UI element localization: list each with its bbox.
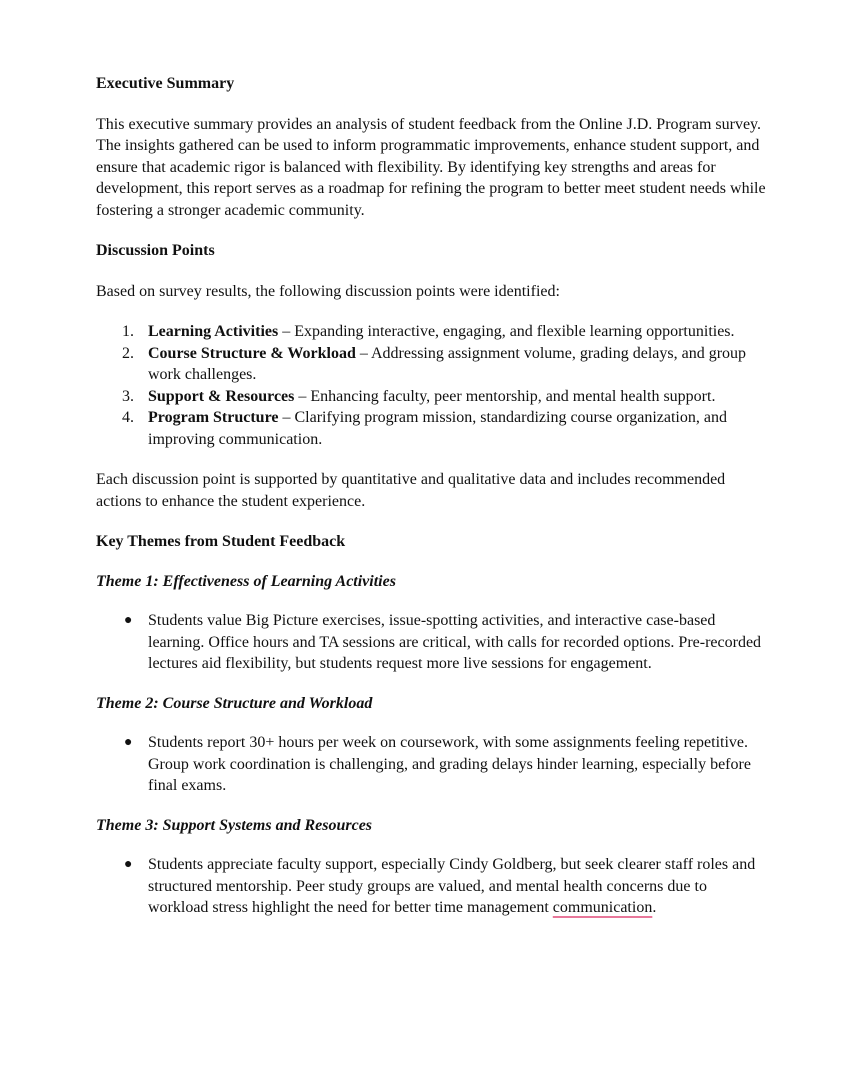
point-text: – Clarifying program mission, standardizing course organization, and improving communication. xyxy=(148,409,727,448)
discussion-points-list xyxy=(96,321,768,450)
list-item xyxy=(96,610,768,675)
list-number: 3. xyxy=(122,387,134,405)
point-title: Course Structure & Workload xyxy=(148,344,356,362)
bullet-icon: ● xyxy=(124,613,133,628)
point-text: – Addressing assignment volume, grading delays, and group work challenges. xyxy=(148,344,747,383)
point-title: Support & Resources xyxy=(148,387,295,405)
spellcheck-flagged-word[interactable]: communication xyxy=(552,899,653,916)
discussion-points-heading: Discussion Points xyxy=(96,242,215,259)
theme-2-heading: Theme 2: Course Structure and Workload xyxy=(96,694,373,712)
point-title: Learning Activities xyxy=(148,323,279,340)
theme-2-bullets xyxy=(96,732,768,797)
list-item xyxy=(96,386,768,408)
key-themes-heading: Key Themes from Student Feedback xyxy=(96,533,346,550)
list-number: 2. xyxy=(122,344,134,362)
theme-3-heading: Theme 3: Support Systems and Resources xyxy=(96,816,373,834)
list-item xyxy=(96,321,768,343)
list-item xyxy=(96,343,768,386)
bullet-icon: ● xyxy=(124,857,133,872)
point-title: Program Structure xyxy=(148,409,279,426)
theme-3-bullet-text: Students appreciate faculty support, especially Cindy Goldberg, but seek clearer staff roles and structured mentorship. Peer study groups are valued, and mental health concerns due to workload stress highlight the need for better time management xyxy=(148,856,756,916)
theme-1-bullet-text: Students value Big Picture exercises, issue-spotting activities, and interactive case-based learning. Office hours and TA sessions are critical, with calls for recorded options. Pre-recorded lectures aid flexibility, but students request more live sessions for engagement. xyxy=(148,612,762,672)
point-text: – Enhancing faculty, peer mentorship, and mental health support. xyxy=(294,387,716,405)
discussion-intro: Based on survey results, the following discussion points were identified: xyxy=(96,282,560,300)
discussion-closing: Each discussion point is supported by quantitative and qualitative data and includes recommended actions to enhance the student experience. xyxy=(96,471,726,510)
list-item xyxy=(96,732,768,797)
executive-summary-heading: Executive Summary xyxy=(96,75,235,92)
list-item xyxy=(96,407,768,450)
theme-1-heading: Theme 1: Effectiveness of Learning Activities xyxy=(96,572,396,590)
list-number: 1. xyxy=(122,323,134,340)
theme-2-bullet-text: Students report 30+ hours per week on coursework, with some assignments feeling repetitive. Group work coordination is challenging, and grading delays hinder learning, especially before final exams. xyxy=(148,734,751,794)
list-number: 4. xyxy=(122,409,134,426)
theme-1-bullets xyxy=(96,610,768,675)
theme-3-bullet-end: . xyxy=(652,899,657,916)
bullet-icon: ● xyxy=(124,735,133,750)
theme-3-bullets xyxy=(96,854,768,919)
point-text: – Expanding interactive, engaging, and flexible learning opportunities. xyxy=(278,323,735,340)
executive-summary-paragraph: This executive summary provides an analysis of student feedback from the Online J.D. Program survey. The insights gathered can be used to inform programmatic improvements, enhance student support, and ensure that academic rigor is balanced with flexibility. By identifying key strengths and areas for development, this report serves as a roadmap for refining the program to better meet student needs while fostering a stronger academic community. xyxy=(96,115,766,219)
list-item xyxy=(96,854,768,919)
document-page xyxy=(96,73,768,919)
